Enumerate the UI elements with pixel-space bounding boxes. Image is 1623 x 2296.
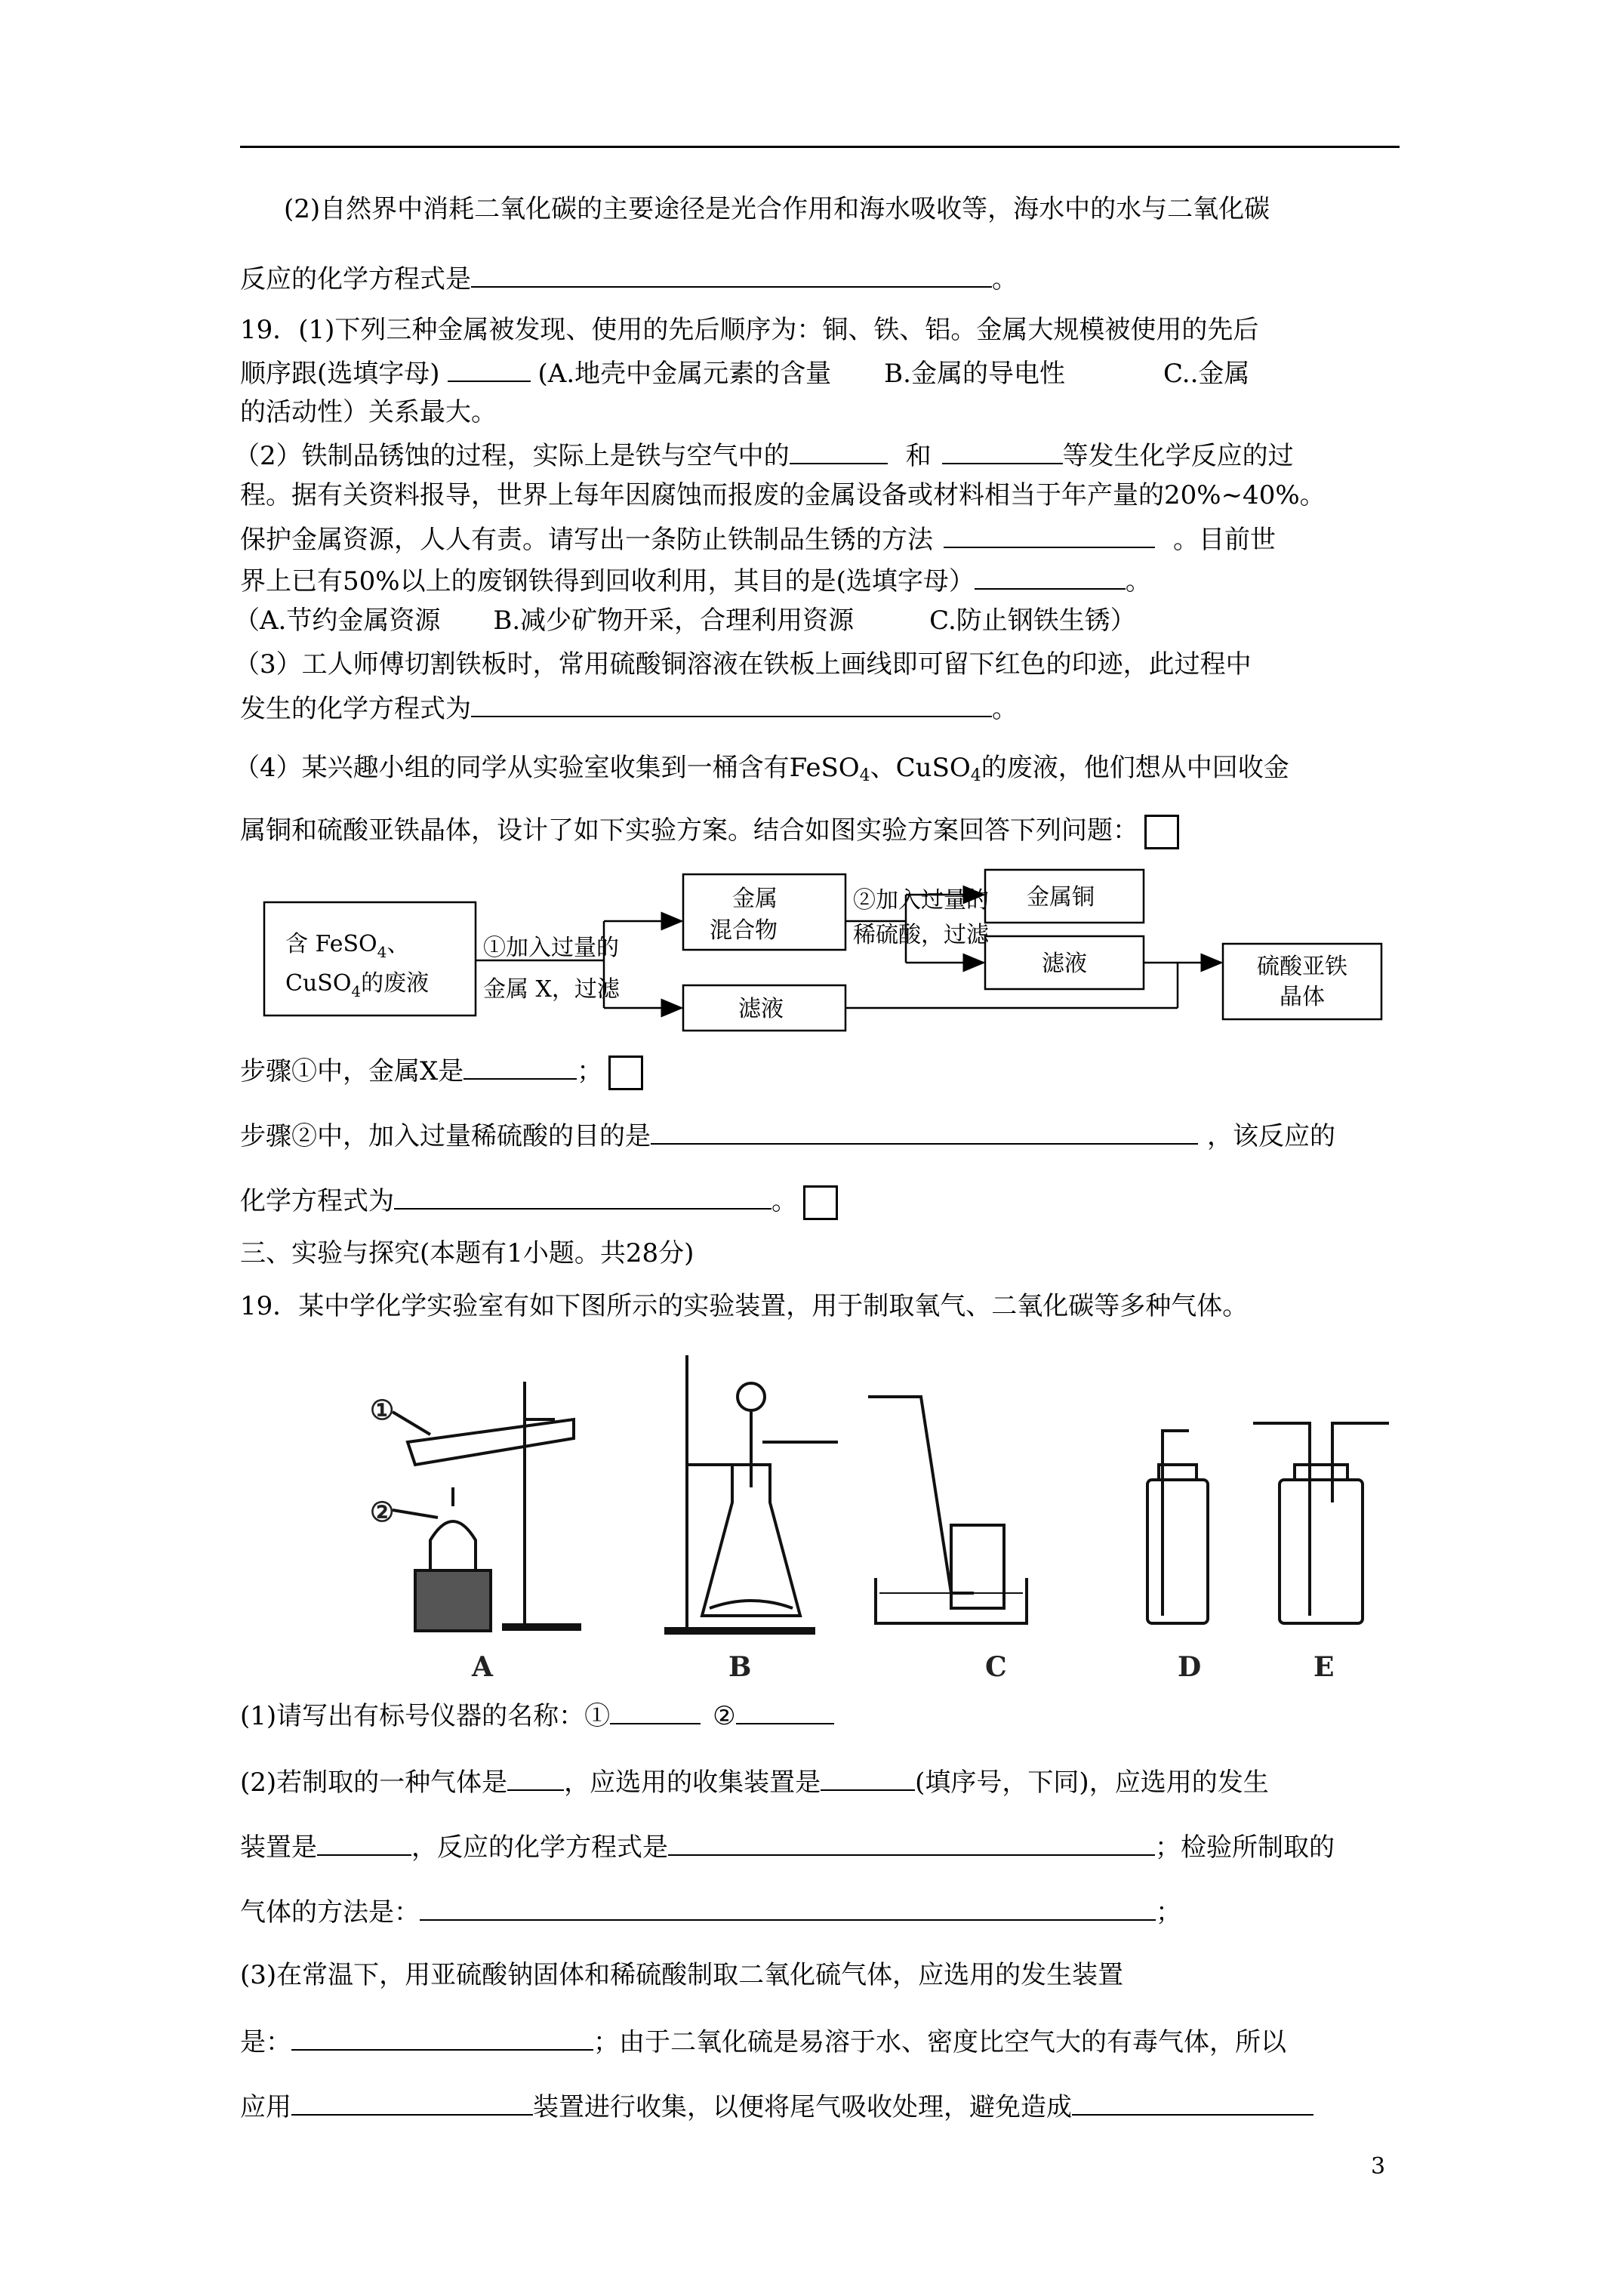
q19-4-text: （4）某兴趣小组的同学从实验室收集到一桶含有FeSO$_4$、CuSO$_4$的废液，他们想从中回收金 — [234, 753, 1289, 785]
q19-3-text: （3）工人师傅切割铁板时，常用硫酸铜溶液在铁板上画线即可留下红色的印迹，此过程中 — [234, 649, 1252, 680]
q-exp-3b: 是： ；由于二氧化硫是易溶于水、密度比空气大的有毒气体，所以 — [240, 2023, 1418, 2059]
label-a: A — [472, 1651, 493, 1683]
label-d: D — [1178, 1651, 1202, 1683]
answer-blank[interactable] — [942, 437, 1063, 464]
q19-exp-text: 19．某中学化学实验室有如下图所示的实验装置，用于制取氧气、二氧化碳等多种气体。 — [240, 1291, 1249, 1321]
q-exp-3c: 应用 装置进行收集，以便将尾气吸收处理，避免造成 — [240, 2088, 1418, 2124]
flow-box-waste-liquid — [264, 902, 476, 1015]
answer-blank[interactable] — [944, 521, 1155, 548]
answer-blank[interactable] — [291, 2088, 533, 2116]
answer-blank[interactable] — [790, 437, 888, 464]
flow-filtrate-2-label: 滤液 — [1042, 951, 1087, 977]
q19-1-text: 19．(1)下列三种金属被发现、使用的先后顺序为：铜、铁、铝。金属大规模被使用的先后 — [240, 315, 1259, 345]
answer-blank[interactable] — [471, 690, 992, 717]
apparatus-b — [664, 1355, 838, 1635]
answer-blank[interactable] — [291, 2023, 593, 2051]
q19-2-text-2: 程。据有关资料报导，世界上每年因腐蚀而报废的金属设备或材料相当于年产量的20%~40%。 — [240, 480, 1326, 510]
answer-blank[interactable] — [317, 1829, 411, 1856]
flow-mix-label-a: 金属 — [732, 886, 778, 912]
apparatus-a — [393, 1382, 581, 1631]
q19-2-text: （2）铁制品锈蚀的过程，实际上是铁与空气中的 和 等发生化学反应的过 — [234, 437, 1412, 473]
answer-blank[interactable] — [975, 562, 1126, 590]
q-exp-2c: 气体的方法是： ； — [240, 1894, 1418, 1929]
flow-copper-label: 金属铜 — [1027, 884, 1095, 911]
apparatus-e — [1253, 1423, 1389, 1623]
header-rule — [240, 146, 1400, 148]
q18-2-text: (2)自然界中消耗二氧化碳的主要途径是光合作用和海水吸收等，海水中的水与二氧化碳 — [284, 194, 1270, 224]
answer-blank[interactable] — [448, 355, 531, 382]
flowchart — [249, 861, 1427, 1042]
score-box[interactable] — [803, 1185, 838, 1220]
flow-filtrate-1-label: 滤液 — [738, 996, 784, 1022]
q19-2-options: （A.节约金属资源 B.减少矿物开采，合理利用资源 C.防止钢铁生锈） — [234, 606, 1136, 636]
answer-blank[interactable] — [610, 1697, 701, 1724]
q19-4-equation: 化学方程式为 。 — [240, 1182, 1418, 1220]
answer-blank[interactable] — [821, 1764, 915, 1791]
q19-2-text-3: 保护金属资源，人人有责。请写出一条防止铁制品生锈的方法 。目前世 — [240, 521, 1418, 556]
answer-blank[interactable] — [463, 1052, 577, 1080]
answer-blank[interactable] — [507, 1764, 564, 1791]
label-mark-2: ② — [370, 1496, 395, 1528]
flow-crystal-label-b: 晶体 — [1280, 984, 1325, 1010]
label-c: C — [985, 1651, 1007, 1683]
apparatus-d — [1147, 1431, 1208, 1623]
answer-blank[interactable] — [1072, 2088, 1313, 2116]
label-mark-1: ① — [370, 1395, 395, 1426]
flow-mix-label-b: 混合物 — [710, 917, 778, 944]
q19-3-answer-line: 发生的化学方程式为 。 — [240, 690, 1418, 726]
q19-1-options-line: 顺序跟(选填字母) (A.地壳中金属元素的含量 B.金属的导电性 C..金属 — [240, 355, 1418, 390]
flow-step1-label-b: 金属 X，过滤 — [483, 976, 620, 1003]
q19-1-text-end: 的活动性）关系最大。 — [240, 397, 497, 427]
flow-crystal-label-a: 硫酸亚铁 — [1257, 954, 1347, 980]
flow-start-text-1: 含 FeSO — [285, 931, 377, 957]
q-exp-2: (2)若制取的一种气体是 ，应选用的收集装置是 (填序号，下同)，应选用的发生 — [240, 1764, 1418, 1799]
answer-blank[interactable] — [651, 1117, 1198, 1145]
section-3-title: 三、实验与探究(本题有1小题。共28分) — [240, 1238, 694, 1268]
label-b: B — [728, 1651, 752, 1683]
flow-step2-label-b: 稀硫酸，过滤 — [853, 922, 989, 948]
score-box[interactable] — [1144, 815, 1179, 849]
svg-text:含 FeSO4、: 含 FeSO$_4$、 — [285, 931, 410, 961]
q-exp-2b: 装置是 ，反应的化学方程式是 ；检验所制取的 — [240, 1829, 1418, 1864]
apparatus-figure — [347, 1351, 1449, 1684]
q19-4-step1: 步骤①中，金属X是 ； — [240, 1052, 1418, 1090]
flow-step2-label-a: ②加入过量的 — [853, 887, 989, 914]
q19-4-text-2: 属铜和硫酸亚铁晶体，设计了如下实验方案。结合如图实验方案回答下列问题： — [240, 814, 1418, 849]
flow-step1-label-a: ①加入过量的 — [483, 935, 619, 961]
page-number: 3 — [1371, 2153, 1386, 2180]
q-exp-1: (1)请写出有标号仪器的名称：① ② — [240, 1697, 1418, 1733]
flow-start-text-2: CuSO — [285, 970, 352, 997]
q19-4-step2: 步骤②中，加入过量稀硫酸的目的是 ，该反应的 — [240, 1117, 1418, 1153]
q-exp-3: (3)在常温下，用亚硫酸钠固体和稀硫酸制取二氧化硫气体，应选用的发生装置 — [240, 1960, 1124, 1990]
q19-2-text-4: 界上已有50%以上的废钢铁得到回收利用，其目的是(选填字母） 。 — [240, 562, 1418, 598]
answer-blank[interactable] — [394, 1182, 771, 1210]
score-box[interactable] — [608, 1056, 643, 1090]
svg-text:CuSO4的废液: CuSO$_4$的废液 — [285, 970, 430, 1000]
apparatus-c — [868, 1397, 1027, 1623]
answer-blank[interactable] — [471, 260, 992, 288]
answer-blank[interactable] — [420, 1894, 1156, 1921]
answer-blank[interactable] — [736, 1697, 834, 1724]
label-e: E — [1313, 1651, 1335, 1683]
q18-2-answer-line: 反应的化学方程式是 。 — [240, 260, 1418, 296]
answer-blank[interactable] — [668, 1829, 1155, 1856]
